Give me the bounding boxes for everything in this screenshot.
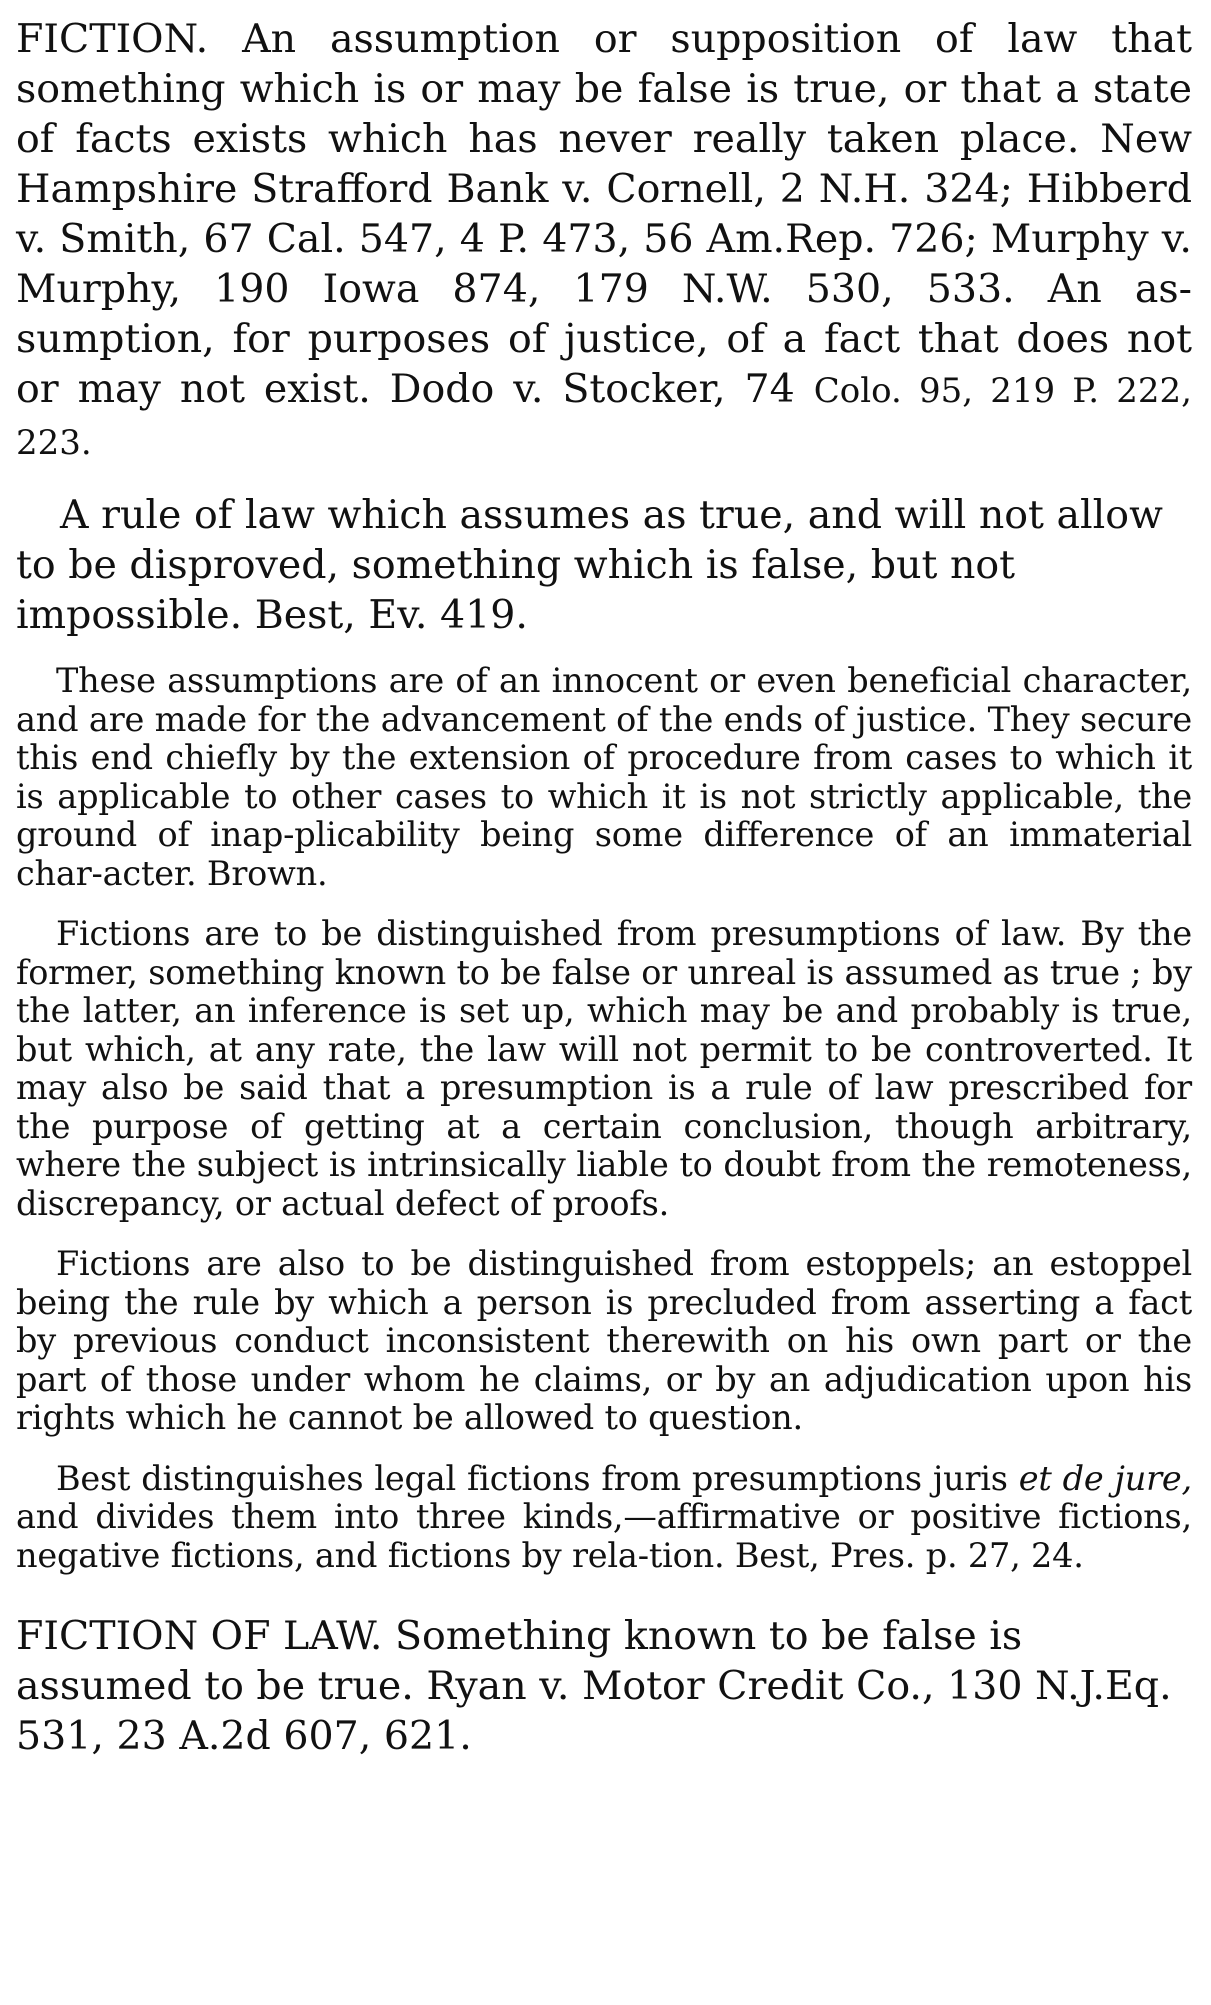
note-estoppels: Fictions are also to be distinguished from estoppels; an estoppel being the rule by which a person is precluded from asserting a fact by previous conduct inconsistent therewith on his own part or the part of those under whom he claims, or by an adjudication upon his rights which he cannot be allowed to question. <box>16 1244 1192 1437</box>
note-best-italic: et de jure, <box>1018 1458 1192 1498</box>
entry-fiction-of-law: FICTION OF LAW. Something known to be false is assumed to be true. Ryan v. Motor Credit Co., 130 N.J.Eq. 531, 23 A.2d 607, 621. <box>16 1613 1172 1759</box>
entry-fiction-tail: Colo. 95, 219 P. 222, 223. <box>16 371 1192 463</box>
entry-fiction <box>16 14 1192 468</box>
dictionary-page <box>16 14 1192 1761</box>
note-best-before: Best distinguishes legal fictions from presumptions juris <box>56 1458 1008 1498</box>
entry-fiction-text: FICTION. An assumption or supposition of law that something which is or may be false is true, or that a state of facts exists which has never really taken place. New Hampshire Strafford Bank v. Cornell, 2 N.H. 324; Hibberd v. Smith, 67 Cal. 547, 4 P. 473, 56 Am.Rep. 726; Murphy v. Murphy, 190 Iowa 874, 179 N.W. 530, 533. An as-sumption, for purposes of justice, of a fact that does not or may not exist. Dodo v. Stocker, 74 <box>16 16 1192 412</box>
note-assumptions: These assumptions are of an innocent or even beneficial character, and are made for the advancement of the ends of justice. They secure this end chiefly by the extension of procedure from cases to which it is applicable to other cases to which it is not strictly applicable, the ground of inap-plicability being some difference of an immaterial char-acter. Brown. <box>16 661 1192 893</box>
note-best-after: and divides them into three kinds,—affirmative or positive fictions, negative fictions, and fictions by rela-tion. Best, Pres. p. 27, 24. <box>16 1497 1192 1575</box>
note-presumptions: Fictions are to be distinguished from presumptions of law. By the former, something known to be false or unreal is assumed as true ; by the latter, an inference is set up, which may be and probably is true, but which, at any rate, the law will not permit to be controverted. It may also be said that a presumption is a rule of law prescribed for the purpose of getting at a certain conclusion, though arbitrary, where the subject is intrinsically liable to doubt from the remoteness, discrepancy, or actual defect of proofs. <box>16 914 1192 1223</box>
note-best-kinds <box>16 1460 1192 1576</box>
rule-paragraph: A rule of law which assumes as true, and will not allow to be disproved, something which is false, but not impossible. Best, Ev. 419. <box>16 492 1163 638</box>
